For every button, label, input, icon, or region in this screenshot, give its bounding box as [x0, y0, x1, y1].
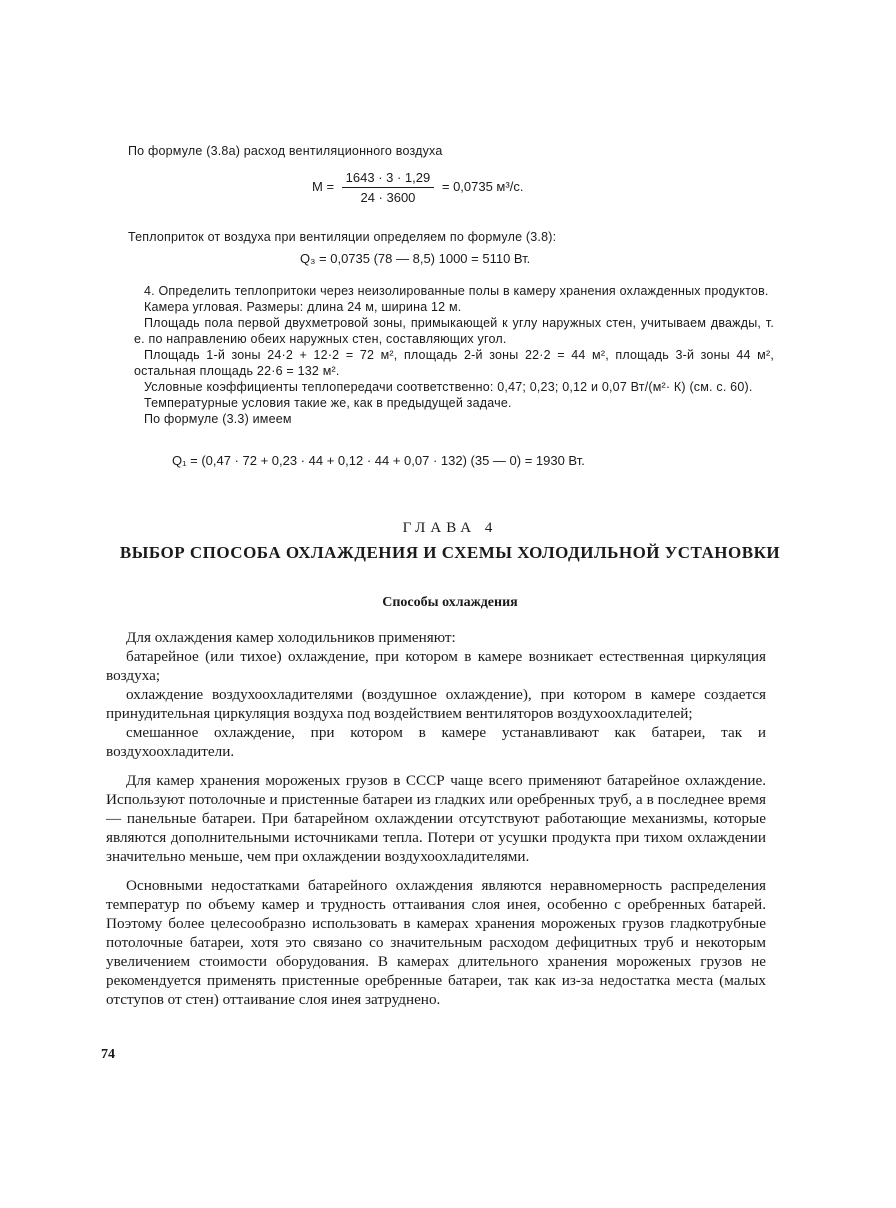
body-paragraph: батарейное (или тихое) охлаждение, при котором в камере возникает естественная циркуляция воздуха; — [106, 648, 766, 684]
heat-line: Теплоприток от воздуха при вентиляции определяем по формуле (3.8): — [128, 230, 557, 244]
body-paragraph: смешанное охлаждение, при котором в камере устанавливают как батареи, так и воздухоохладители. — [106, 724, 766, 760]
body-paragraph: Для камер хранения мороженых грузов в СССР чаще всего применяют батарейное охлаждение. Используют потолочные и пристенные батареи из гладких или оребренных труб, а в последнее время — панельные батареи. При батарейном охлаждении отсутствуют работающие механизмы, которые являются дополнительными источниками тепла. Потери от усушки продукта при тихом охлаждении значительно меньше, чем при охлаждении воздухоохладителями. — [106, 772, 766, 865]
task-4-line: Площадь пола первой двухметровой зоны, примыкающей к углу наружных стен, учитываем дважды, т. е. по направлению обеих наружных стен, составляющих угол. — [134, 316, 774, 346]
section-title: Способы охлаждения — [382, 595, 518, 610]
task-4-line: Условные коэффициенты теплопередачи соответственно: 0,47; 0,23; 0,12 и 0,07 Вт/(м²· К) (см. с. 60). — [144, 380, 753, 394]
body-paragraph: Для охлаждения камер холодильников применяют: — [126, 629, 456, 646]
task-4-line: По формуле (3.3) имеем — [144, 412, 292, 426]
formula-m-fraction — [342, 170, 435, 205]
page-number: 74 — [101, 1047, 115, 1062]
body-text — [106, 628, 766, 1009]
intro-line: По формуле (3.8а) расход вентиляционного воздуха — [128, 144, 443, 158]
task-4-line: Площадь 1-й зоны 24·2 + 12·2 = 72 м², площадь 2-й зоны 22·2 = 44 м², площадь 3-й зоны 44 м², остальная площадь 22·6 = 132 м². — [134, 348, 774, 378]
formula-m — [312, 170, 523, 205]
formula-m-denominator: 24 · 3600 — [360, 190, 416, 205]
formula-q1: Q₁ = (0,47 · 72 + 0,23 · 44 + 0,12 · 44 + 0,07 · 132) (35 — 0) = 1930 Вт. — [172, 453, 585, 468]
task-4-line: Температурные условия такие же, как в предыдущей задаче. — [144, 396, 512, 410]
chapter-title: ВЫБОР СПОСОБА ОХЛАЖДЕНИЯ И СХЕМЫ ХОЛОДИЛЬНОЙ УСТАНОВКИ — [119, 543, 781, 562]
task-4 — [134, 283, 774, 427]
task-4-line: Камера угловая. Размеры: длина 24 м, ширина 12 м. — [144, 300, 462, 314]
body-paragraph: охлаждение воздухоохладителями (воздушное охлаждение), при котором в камере создается принудительная циркуляция воздуха под воздействием вентиляторов воздухоохладителей; — [106, 686, 766, 722]
formula-m-rhs: = 0,0735 м³/с. — [441, 178, 524, 194]
formula-q3: Q₃ = 0,0735 (78 — 8,5) 1000 = 5110 Вт. — [300, 251, 531, 266]
chapter-label: ГЛАВА 4 — [402, 520, 498, 536]
formula-m-lhs: M = — [312, 178, 335, 194]
formula-m-numerator: 1643 · 3 · 1,29 — [342, 170, 435, 188]
task-4-line: 4. Определить теплопритоки через неизолированные полы в камеру хранения охлажденных продуктов. — [144, 284, 769, 298]
body-paragraph: Основными недостатками батарейного охлаждения являются неравномерность распределения температур по объему камер и трудность оттаивания слоя инея, особенно с оребренных батарей. Поэтому более целесообразно использовать в камерах хранения мороженых грузов гладкотрубные потолочные батареи, хотя это связано со значительным расходом дефицитных труб и некоторым увеличением стоимости оборудования. В камерах длительного хранения мороженых грузов не рекомендуется применять пристенные оребренные батареи, так как из-за недостатка места (малых отступов от стен) оттаивание слоя инея затруднено. — [106, 877, 766, 1008]
